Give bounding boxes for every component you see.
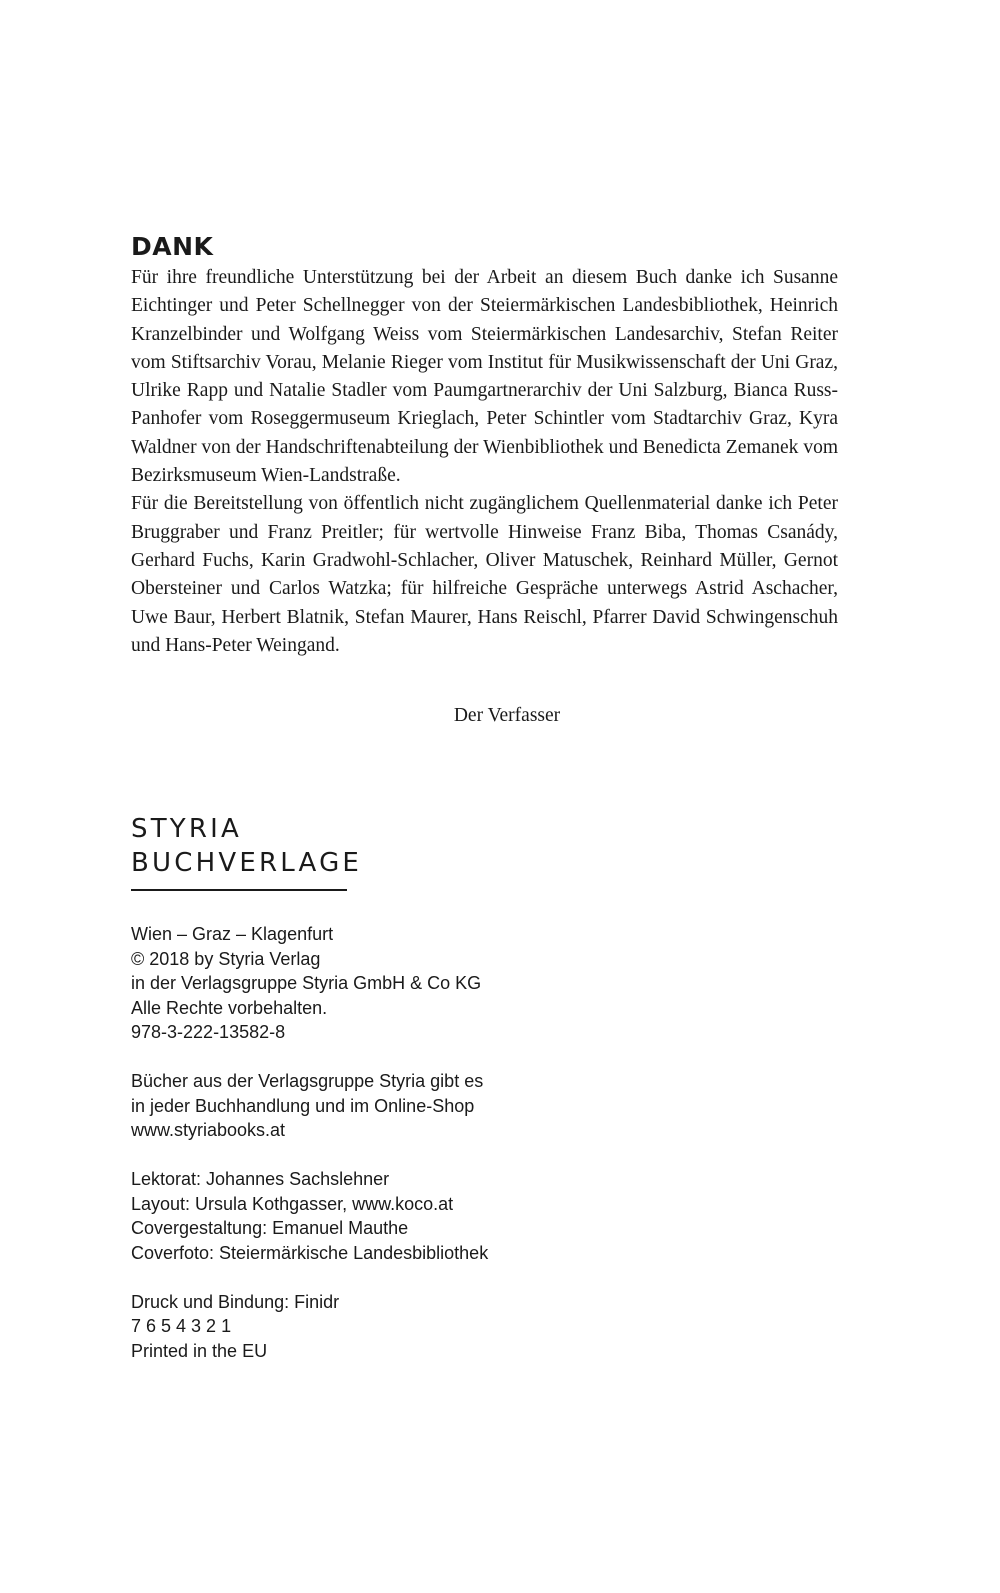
imprint: [131, 922, 731, 1388]
isbn: 978-3-222-13582-8: [131, 1022, 286, 1042]
imprint-line: Druck und Bindung: Finidr: [131, 1291, 340, 1312]
imprint-line: in der Verlagsgruppe Styria GmbH & Co KG: [131, 973, 482, 993]
signature: [131, 702, 838, 730]
logo-line-styria: STYRIA: [131, 814, 242, 844]
acknowledgements-text: [131, 264, 838, 660]
imprint-credits-block: [131, 1167, 731, 1265]
imprint-line: Wien – Graz – Klagenfurt: [131, 924, 334, 944]
imprint-publisher-block: [131, 922, 731, 1045]
imprint-print-block: [131, 1290, 731, 1364]
imprint-line: Printed in the EU: [131, 1340, 268, 1361]
signature-text: Der Verfasser: [453, 705, 561, 726]
imprint-shop-block: [131, 1069, 731, 1143]
imprint-line: Alle Rechte vorbehalten.: [131, 997, 328, 1018]
logo-line-buchverlage: BUCHVERLAGE: [131, 848, 363, 878]
publisher-logo: [131, 812, 363, 880]
credit-line: Covergestaltung: Emanuel Mauthe: [131, 1218, 409, 1238]
website-url: www.styriabooks.at: [131, 1120, 286, 1140]
acknowledgements-heading: DANK: [131, 232, 214, 261]
imprint-line: Bücher aus der Verlagsgruppe Styria gibt es: [131, 1071, 484, 1091]
credit-line: Layout: Ursula Kothgasser, www.koco.at: [131, 1193, 454, 1214]
logo-underline: [131, 889, 347, 891]
print-run-numbers: 7 6 5 4 3 2 1: [131, 1316, 232, 1336]
imprint-line: © 2018 by Styria Verlag: [131, 948, 321, 969]
acknowledgements-paragraph: Für ihre freundliche Unterstützung bei der Arbeit an diesem Buch danke ich Susanne Eichtinger und Peter Schellnegger von der Steiermärkischen Landesbibliothek, Heinrich Kranzelbinder und Wolfgang Weiss vom Steiermärkischen Landesarchiv, Stefan Reiter vom Stiftsarchiv Vorau, Melanie Rieger vom Institut für Musikwissenschaft der Uni Graz, Ulrike Rapp und Natalie Stadler vom Paumgartnerarchiv der Uni Salzburg, Bianca Russ-Panhofer vom Roseggermuseum Krieglach, Peter Schintler vom Stadtarchiv Graz, Kyra Waldner von der Handschriftenabteilung der Wienbibliothek und Benedicta Zemanek vom Bezirksmuseum Wien-Landstraße.: [131, 267, 838, 487]
credit-line: Coverfoto: Steiermärkische Landesbibliothek: [131, 1242, 489, 1263]
credit-line: Lektorat: Johannes Sachslehner: [131, 1169, 390, 1189]
imprint-line: in jeder Buchhandlung und im Online-Shop: [131, 1095, 475, 1116]
acknowledgements-paragraph: Für die Bereitstellung von öffentlich nicht zugänglichem Quellenmaterial danke ich Peter Bruggraber und Franz Preitler; für wertvolle Hinweise Franz Biba, Thomas Csanády, Gerhard Fuchs, Karin Gradwohl-Schlacher, Oliver Matuschek, Reinhard Müller, Gernot Obersteiner und Carlos Watzka; für hilfreiche Gespräche unterwegs Astrid Aschacher, Uwe Baur, Herbert Blatnik, Stefan Maurer, Hans Reischl, Pfarrer David Schwingenschuh und Hans-Peter Weingand.: [131, 493, 838, 656]
